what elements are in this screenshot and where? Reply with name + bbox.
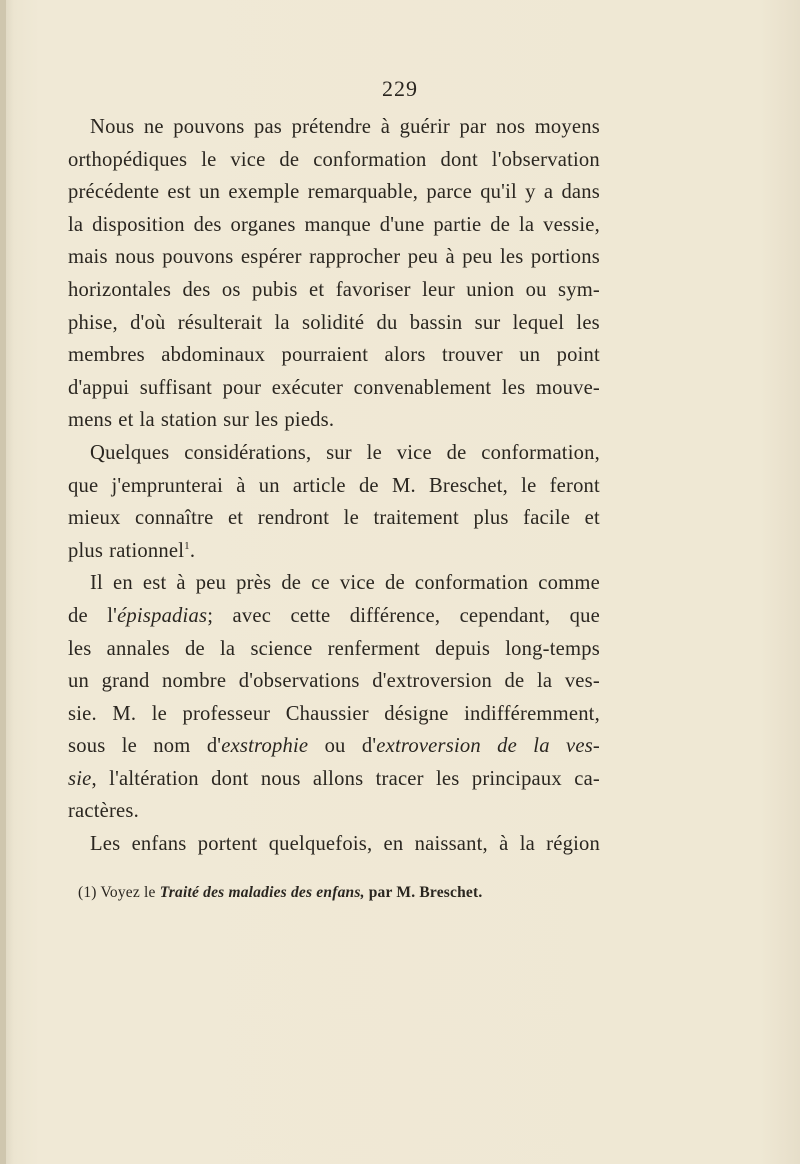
word: Les — [90, 833, 121, 856]
word: sie, — [68, 767, 97, 790]
word: y — [525, 181, 536, 204]
word: de — [446, 441, 467, 464]
word: Chaussier — [285, 702, 369, 725]
text-line — [68, 502, 600, 535]
word: remarquable, — [307, 181, 419, 204]
word: des — [193, 213, 222, 236]
word: plus — [68, 539, 104, 562]
word: à — [499, 833, 509, 856]
word: naissant, — [414, 833, 488, 856]
word: pubis — [252, 278, 298, 301]
word: mais — [68, 246, 108, 269]
word: vice — [230, 148, 266, 171]
word: alors — [384, 344, 426, 367]
word: M. — [112, 702, 137, 725]
word: d'extroversion — [372, 670, 492, 693]
word: est — [167, 181, 191, 204]
word: qu'il — [480, 181, 517, 204]
word: vessie, — [543, 213, 600, 236]
word: traitement — [373, 507, 459, 530]
word: cette — [290, 604, 331, 627]
word: d'une — [379, 213, 425, 236]
word: grand — [101, 670, 150, 693]
word: la — [533, 735, 550, 758]
word: d'où — [130, 311, 166, 334]
word: membres — [68, 344, 145, 367]
footnote-title: Traité des maladies des enfans, — [159, 884, 365, 901]
word: comme — [538, 572, 600, 595]
word: les — [576, 311, 600, 334]
text-line — [68, 828, 600, 861]
text-line — [68, 665, 600, 698]
word: des — [182, 278, 211, 301]
word: leur — [422, 278, 455, 301]
word: la — [518, 213, 535, 236]
word: union — [466, 278, 515, 301]
word: Nous — [90, 116, 135, 138]
word: est — [142, 572, 167, 595]
word: nous — [115, 246, 155, 269]
word: peu — [195, 572, 227, 595]
word: phise, — [68, 311, 118, 334]
word: sur — [326, 441, 352, 464]
word: d'appui — [68, 376, 130, 399]
word: parce — [426, 181, 472, 204]
word: la — [220, 637, 236, 660]
word: moyens — [534, 116, 600, 138]
text-line — [68, 209, 600, 242]
word: la — [519, 833, 535, 856]
word: les — [436, 767, 460, 790]
word: quelquefois, — [268, 833, 373, 856]
word: Quelques — [90, 441, 170, 464]
word: la — [68, 213, 84, 236]
word: plus — [473, 507, 509, 530]
word: dont — [211, 767, 249, 790]
word: sur — [223, 409, 249, 432]
word: cependant, — [459, 604, 551, 627]
text-line — [68, 404, 600, 437]
word: avec — [232, 604, 272, 627]
word: que — [68, 474, 99, 497]
word: les — [501, 376, 526, 399]
text-line — [68, 698, 600, 731]
text-line — [68, 274, 600, 307]
word: désigne — [384, 702, 449, 725]
word: en — [383, 833, 404, 856]
word: rapprocher — [309, 246, 401, 269]
word: portions — [530, 246, 600, 269]
word: de — [490, 213, 511, 236]
word: pouvons — [162, 246, 234, 269]
word: rationnel$^1$. — [109, 539, 196, 562]
word: trouver — [441, 344, 503, 367]
text-line — [68, 144, 600, 177]
word: l'épispadias; — [107, 604, 214, 627]
word: pouvons — [173, 116, 245, 138]
word: à — [236, 474, 246, 497]
text-line — [68, 795, 600, 828]
word: tracer — [375, 767, 424, 790]
word: précédente — [68, 181, 160, 204]
word: mouve- — [535, 376, 600, 399]
word: de — [358, 474, 379, 497]
word: l'altération — [109, 767, 199, 790]
word: point — [556, 344, 600, 367]
word: lequel — [512, 311, 565, 334]
word: de — [497, 735, 517, 758]
word: guérir — [399, 116, 450, 138]
word: article — [292, 474, 346, 497]
word: les — [68, 637, 92, 660]
word: enfans — [131, 833, 187, 856]
text-line — [68, 372, 600, 405]
word: le — [201, 148, 217, 171]
word: et — [118, 409, 134, 432]
text-line — [68, 535, 600, 568]
word: conformation — [313, 148, 427, 171]
word: sur — [474, 311, 501, 334]
word: horizontales — [68, 278, 172, 301]
word: le — [521, 474, 537, 497]
word: convenablement — [353, 376, 492, 399]
word: nom — [153, 735, 191, 758]
text-line — [68, 307, 600, 340]
footnote-post: par M. Breschet. — [368, 884, 483, 901]
word: station — [160, 409, 218, 432]
text-line — [68, 241, 600, 274]
word: nous — [260, 767, 301, 790]
word: et — [584, 507, 600, 530]
word: les — [499, 246, 524, 269]
word: peu — [407, 246, 439, 269]
word: de — [279, 148, 300, 171]
word: exécuter — [271, 376, 344, 399]
text-line — [68, 339, 600, 372]
word: la — [139, 409, 155, 432]
word: le — [121, 735, 137, 758]
text-line — [68, 763, 600, 796]
text-line — [68, 600, 600, 633]
word: mieux — [68, 507, 121, 530]
word: professeur — [182, 702, 271, 725]
word: disposition — [92, 213, 185, 236]
word: et — [227, 507, 244, 530]
word: solidité — [301, 311, 365, 334]
word: vice — [339, 572, 376, 595]
word: pour — [222, 376, 262, 399]
word: la — [274, 311, 290, 334]
word: de — [504, 670, 525, 693]
word: facile — [523, 507, 571, 530]
word: près — [236, 572, 272, 595]
text-line — [68, 437, 600, 470]
word: de — [68, 604, 88, 627]
word: nos — [495, 116, 526, 138]
word: en — [113, 572, 133, 595]
footnote-pre: Voyez le — [100, 884, 156, 901]
text-line — [68, 633, 600, 666]
word: considérations, — [184, 441, 312, 464]
word: portent — [197, 833, 258, 856]
word: d'observations — [238, 670, 360, 693]
word: sym- — [557, 278, 600, 301]
text-line — [68, 111, 600, 144]
footnote-marker: (1) — [78, 884, 97, 901]
word: à — [445, 246, 455, 269]
word: ou — [525, 278, 547, 301]
word: j'emprunterai — [111, 474, 224, 497]
word: M. — [391, 474, 416, 497]
word: ractères. — [68, 800, 139, 823]
word: suffisant — [139, 376, 213, 399]
word: exemple — [228, 181, 300, 204]
footnote — [78, 884, 482, 902]
word: le — [151, 702, 167, 725]
word: allons — [312, 767, 364, 790]
word: depuis — [435, 637, 491, 660]
word: d'extroversion — [361, 735, 481, 758]
word: abdominaux — [161, 344, 266, 367]
word: Il — [90, 572, 103, 595]
word: conformation, — [481, 441, 600, 464]
word: dans — [561, 181, 600, 204]
word: sous — [68, 735, 106, 758]
word: bassin — [409, 311, 463, 334]
word: renferment — [327, 637, 420, 660]
word: indifféremment, — [464, 702, 600, 725]
word: pourraient — [281, 344, 369, 367]
word: un — [68, 670, 89, 693]
word: peu — [462, 246, 493, 269]
word: organes — [230, 213, 296, 236]
word: le — [343, 507, 359, 530]
word: Breschet, — [429, 474, 508, 497]
word: un — [199, 181, 221, 204]
word: nombre — [162, 670, 227, 693]
word: région — [546, 833, 600, 856]
word: à — [176, 572, 186, 595]
word: orthopédiques — [68, 148, 188, 171]
text-line — [68, 567, 600, 600]
word: ves- — [564, 670, 600, 693]
word: ca- — [574, 767, 600, 790]
word: les — [254, 409, 279, 432]
word: d'exstrophie — [206, 735, 309, 758]
word: de — [385, 572, 405, 595]
word: que — [569, 604, 600, 627]
word: ce — [311, 572, 330, 595]
text-line — [68, 730, 600, 763]
word: long-temps — [505, 637, 600, 660]
word: manque — [304, 213, 371, 236]
word: a — [543, 181, 554, 204]
word: par — [459, 116, 487, 138]
word: rendront — [257, 507, 330, 530]
word: l'observation — [491, 148, 600, 171]
word: science — [250, 637, 313, 660]
word: du — [376, 311, 398, 334]
word: favoriser — [335, 278, 411, 301]
word: os — [221, 278, 241, 301]
text-line — [68, 176, 600, 209]
word: différence, — [349, 604, 441, 627]
word: et — [309, 278, 325, 301]
word: annales — [106, 637, 170, 660]
footnote-reference: 1 — [184, 539, 190, 552]
word: un — [258, 474, 280, 497]
word: pas — [253, 116, 283, 138]
word: à — [380, 116, 391, 138]
word: pieds. — [284, 409, 335, 432]
word: ou — [324, 735, 346, 758]
word: mens — [68, 409, 113, 432]
page-number: 229 — [382, 76, 418, 101]
text-line — [68, 470, 600, 503]
word: résulterait — [177, 311, 263, 334]
word: dont — [440, 148, 478, 171]
word: la — [536, 670, 553, 693]
word: partie — [433, 213, 482, 236]
word: feront — [549, 474, 600, 497]
word: principaux — [471, 767, 562, 790]
word: un — [519, 344, 541, 367]
word: de — [281, 572, 302, 595]
word: conformation — [414, 572, 529, 595]
binding-edge — [0, 0, 6, 1164]
word: de — [184, 637, 205, 660]
word: connaître — [135, 507, 214, 530]
word: sie. — [68, 702, 97, 725]
word: prétendre — [291, 116, 372, 138]
body-text — [68, 111, 600, 861]
word: vice — [396, 441, 432, 464]
word: ves- — [566, 735, 600, 758]
word: espérer — [240, 246, 302, 269]
word: le — [366, 441, 382, 464]
word: ne — [143, 116, 164, 138]
